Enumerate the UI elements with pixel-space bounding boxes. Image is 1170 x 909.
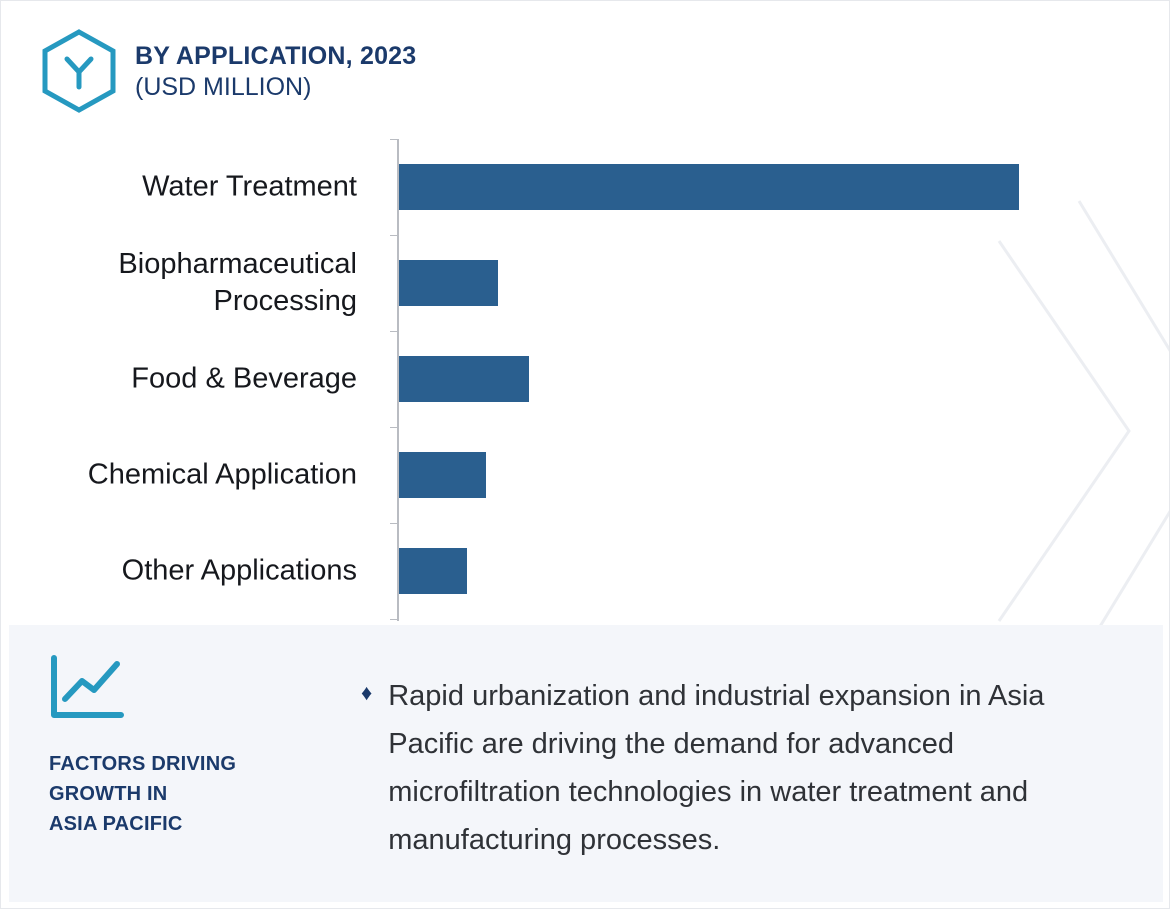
hexagon-y-icon: [41, 29, 117, 113]
drivers-bullet-text: Rapid urbanization and industrial expansion in Asia Pacific are driving the demand for advanced microfiltration technologies in water treatment and manufacturing processes.: [388, 680, 1045, 856]
chart-row: [1, 235, 1170, 331]
category-label: Water Treatment: [142, 170, 357, 203]
page-title: BY APPLICATION, 2023: [135, 42, 417, 70]
line-chart-icon: [49, 655, 125, 721]
drivers-title: [49, 749, 349, 839]
chart-header: [41, 29, 416, 113]
chart-row: [1, 139, 1170, 235]
drivers-title-line: FACTORS DRIVING: [49, 753, 237, 775]
bar: [399, 164, 1019, 210]
drivers-bullet: [361, 673, 1133, 864]
bar: [399, 452, 486, 498]
category-label: Biopharmaceutical Processing: [118, 247, 357, 317]
category-label: Chemical Application: [87, 458, 357, 491]
page-subtitle: (USD MILLION): [135, 73, 312, 102]
drivers-panel: [9, 625, 1163, 902]
category-label: Food & Beverage: [131, 362, 357, 395]
chart-row: [1, 523, 1170, 619]
chart-row: [1, 331, 1170, 427]
bar: [399, 356, 529, 402]
bar-chart: [1, 139, 1170, 625]
bar: [399, 548, 467, 594]
bullet-marker-icon: ♦: [361, 680, 373, 705]
axis-tick: [390, 619, 399, 620]
drivers-left: [49, 655, 349, 839]
bar: [399, 260, 498, 306]
chart-row: [1, 427, 1170, 523]
category-label: Other Applications: [121, 554, 357, 587]
drivers-title-line: GROWTH IN: [49, 783, 168, 805]
drivers-title-line: ASIA PACIFIC: [49, 813, 183, 835]
